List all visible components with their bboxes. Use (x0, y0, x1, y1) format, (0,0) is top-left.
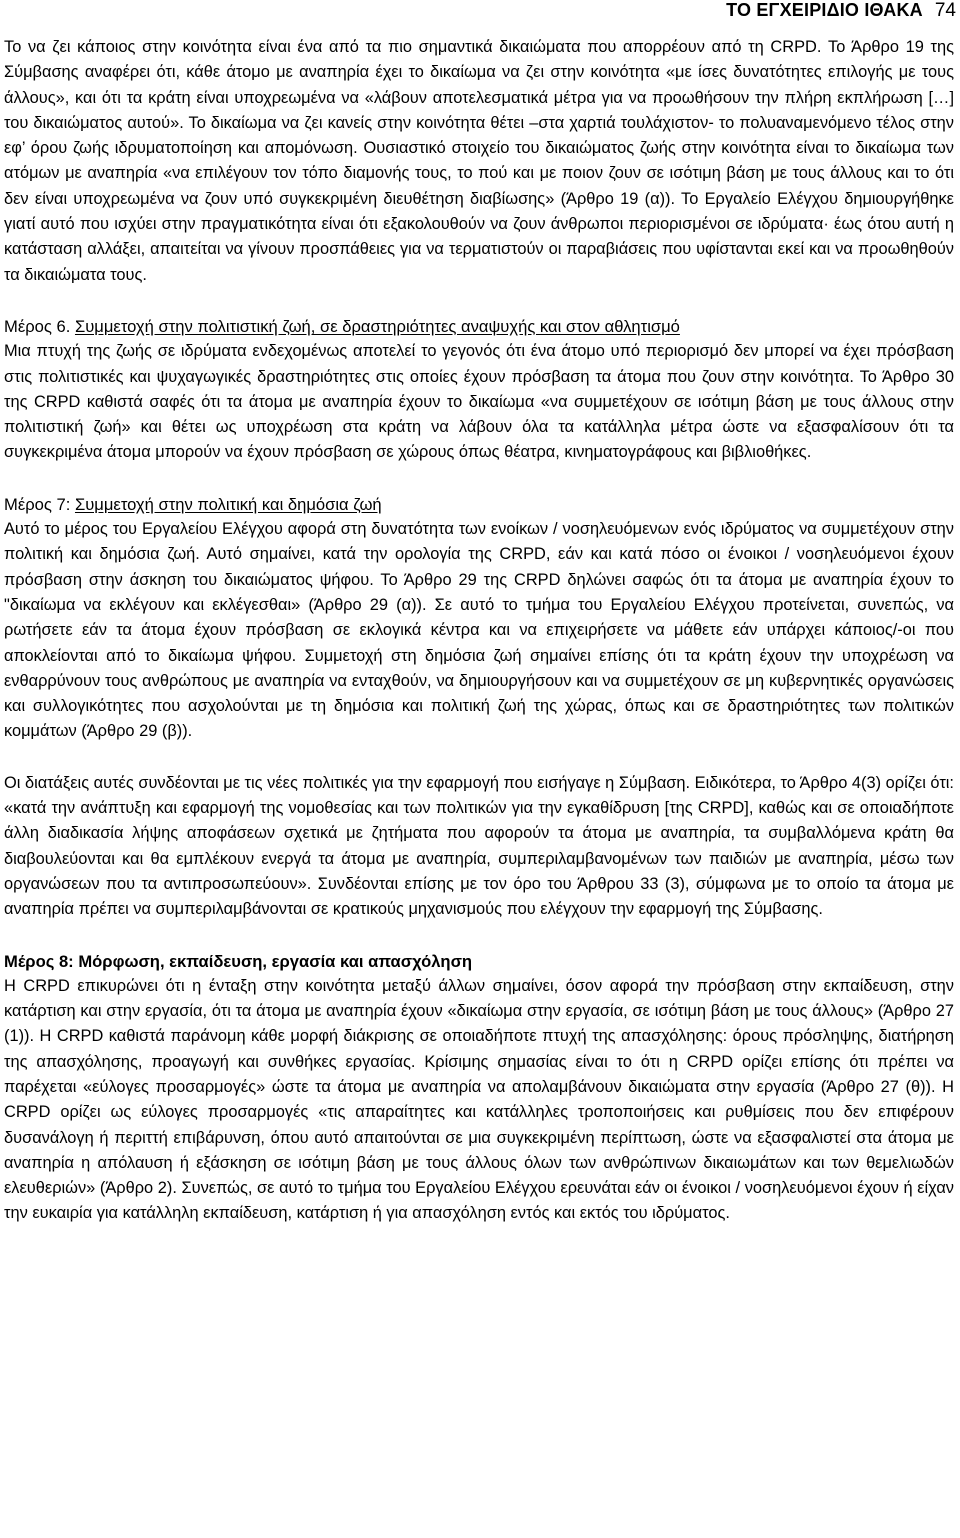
part-6-heading (4, 314, 954, 339)
running-title: ΤΟ ΕΓΧΕΙΡΙΔΙΟ ΙΘΑΚΑ (726, 0, 923, 20)
part-8-title: Μόρφωση, εκπαίδευση, εργασία και απασχόληση (78, 951, 473, 971)
intro-paragraph: Το να ζει κάποιος στην κοινότητα είναι ένα από τα πιο σημαντικά δικαιώματα που απορρέουν από τη CRPD. Το Άρθρο 19 της Σύμβασης αναφέρει ότι, κάθε άτομο με αναπηρία έχει το δικαίωμα να ζει στην κοινότητα «με ίσες δυνατότητες επιλογής με τους άλλους», και ότι τα κράτη είναι υποχρεωμένα να «λάβουν αποτελεσματικά μέτρα για να προωθήσουν την πλήρη εκπλήρωση […] του δικαιώματος αυτού». Το δικαίωμα να ζει κανείς στην κοινότητα θέτει –στα χαρτιά τουλάχιστον- το πολυαναμενόμενο τέλος στην εφ’ όρου ζωής ιδρυματοποίηση και απομόνωση. Ουσιαστικό στοιχείο του δικαιώματος ζωής στην κοινότητα είναι το δικαίωμα των ατόμων με αναπηρία «να επιλέγουν τον τόπο διαμονής τους, το πού και με ποιον ζουν σε ισότιμη βάση με τους άλλους και το ότι δεν είναι υποχρεωμένα να ζουν υπό συγκεκριμένη διευθέτηση διαβίωσης» (Άρθρο 19 (α)). Το Εργαλείο Ελέγχου δημιουργήθηκε γιατί αυτό που ισχύει στην πραγματικότητα είναι ότι εξακολουθούν να ζουν άνθρωποι περιορισμένοι σε ιδρύματα· έως ότου αυτή η κατάσταση αλλάξει, απαιτείται να γίνουν προσπάθειες για να τερματιστούν οι παραβιάσεις που υφίστανται εκεί και να προωθηθούν τα δικαιώματα τους. (4, 38, 954, 284)
part-8-label: Μέρος 8: (4, 951, 74, 971)
part-7-title: Συμμετοχή στην πολιτική και δημόσια ζωή (74, 494, 382, 514)
spacer (4, 923, 954, 949)
part-8-paragraph: Η CRPD επικυρώνει ότι η ένταξη στην κοινότητα μεταξύ άλλων σημαίνει, όσον αφορά την πρόσβαση στην εκπαίδευση, στην κατάρτιση και στην εργασία, ότι τα άτομα με αναπηρία έχουν «δικαίωμα στην εργασία, σε ισότιμη βάση με τους άλλους» (Άρθρο 27 (1)). Η CRPD καθιστά παράνομη κάθε μορφή διάκρισης σε οποιαδήποτε πτυχή της απασχόλησης: όρους πρόσληψης, διατήρηση της απασχόλησης, προαγωγή και συνθήκες εργασίας. Κρίσιμης σημασίας είναι το ότι η CRPD ορίζει επίσης ότι πρέπει να παρέχεται «εύλογες προσαρμογές» ώστε τα άτομα με αναπηρία να απολαμβάνουν δικαιώματα στην εργασία (Άρθρο 27 (θ)). Η CRPD ορίζει ως εύλογες προσαρμογές «τις απαραίτητες και κατάλληλες τροποποιήσεις και ρυθμίσεις που δεν επιφέρουν δυσανάλογη ή περιττή επιβάρυνση, όπου αυτό απαιτούνται σε μια συγκεκριμένη περίπτωση, ώστε να εξασφαλιστεί στα άτομα με αναπηρία η απόλαυση ή εξάσκηση σε ισότιμη βάση με τους άλλους όλων των ανθρώπινων δικαιωμάτων και των θεμελιωδών ελευθεριών» (Άρθρο 2). Συνεπώς, σε αυτό το τμήμα του Εργαλείου Ελέγχου ερευνάται εάν οι ένοικοι / νοσηλευόμενοι έχουν ή είχαν την ευκαιρία για κατάλληλη εκπαίδευση, κατάρτιση ή για απασχόληση εντός και εκτός του ιδρύματος. (4, 976, 954, 1223)
spacer (4, 288, 954, 314)
spacer (4, 745, 954, 771)
running-header (726, 0, 956, 26)
implementation-paragraph: Οι διατάξεις αυτές συνδέονται με τις νέες πολιτικές για την εφαρμογή που εισήγαγε η Σύμβαση. Ειδικότερα, το Άρθρο 4(3) ορίζει ότι: «κατά την ανάπτυξη και εφαρμογή της νομοθεσίας και των πολιτικών για την εγκαθίδρυση [της CRPD], καθώς και σε οποιαδήποτε άλλη διαδικασία λήψης αποφάσεων σχετικά με ζητήματα που αφορούν τα άτομα με αναπηρία, τα συμβαλλόμενα κράτη θα διαβουλεύονται και θα εμπλέκουν ενεργά τα άτομα με αναπηρία, συμπεριλαμβανομένων των παιδιών με αναπηρία, μέσω των οργανώσεων που τα αντιπροσωπεύουν». Συνδέονται επίσης με τον όρο του Άρθρου 33 (3), σύμφωνα με το οποίο τα άτομα με αναπηρία πρέπει να συμπεριλαμβάνονται σε κρατικούς μηχανισμούς που ελέγχουν την εφαρμογή της Σύμβασης. (4, 773, 954, 919)
part-6-title: Συμμετοχή στην πολιτιστική ζωή, σε δραστηριότητες αναψυχής και στον αθλητισμό (74, 316, 680, 336)
page-number: 74 (934, 0, 956, 21)
part-7-heading (4, 492, 954, 517)
page-content (4, 35, 954, 1227)
spacer (4, 466, 954, 492)
part-6-label: Μέρος 6. (4, 316, 71, 336)
part-6-paragraph: Μια πτυχή της ζωής σε ιδρύματα ενδεχομένως αποτελεί το γεγονός ότι ένα άτομο υπό περιορισμό δεν μπορεί να έχει πρόσβαση στις πολιτιστικές και ψυχαγωγικές δραστηριότητες στις οποίες έχουν πρόσβαση τα άτομα που ζουν στην κοινότητα. Το Άρθρο 30 της CRPD καθιστά σαφές ότι τα άτομα με αναπηρία έχουν το δικαίωμα «να συμμετέχουν σε ισότιμη βάση με τους άλλους στην πολιτιστική ζωή» και θέτει ως υποχρέωση στα κράτη να λάβουν όλα τα κατάλληλα μέτρα ώστε να εξασφαλίσουν ότι τα συγκεκριμένα άτομα μπορούν να έχουν πρόσβαση σε χώρους όπως θέατρα, κινηματογράφους και βιβλιοθήκες. (4, 342, 954, 462)
part-7-label: Μέρος 7: (4, 494, 71, 514)
part-8-heading (4, 949, 954, 974)
part-7-paragraph: Αυτό το μέρος του Εργαλείου Ελέγχου αφορά στη δυνατότητα των ενοίκων / νοσηλευόμενων ενός ιδρύματος να συμμετέχουν στην πολιτική και δημόσια ζωή. Αυτό σημαίνει, κατά την ορολογία της CRPD, εάν και κατά πόσο οι ένοικοι / νοσηλευόμενοι έχουν πρόσβαση στην άσκηση του δικαιώματος ψήφου. Το Άρθρο 29 της CRPD δηλώνει σαφώς ότι τα άτομα με αναπηρία έχουν το "δικαίωμα να εκλέγουν και εκλέγεσθαι» (Άρθρο 29 (α)). Σε αυτό το τμήμα του Εργαλείου Ελέγχου προτείνεται, συνεπώς, να ρωτήσετε εάν τα άτομα έχουν πρόσβαση σε εκλογικά κέντρα και να επιχειρήσετε να μάθετε εάν υπάρχει κάποιος/-οι που αποκλείονται από το δικαίωμα ψήφου. Συμμετοχή στη δημόσια ζωή σημαίνει επίσης ότι τα κράτη έχουν την υποχρέωση να ενθαρρύνουν τους ανθρώπους με αναπηρία να ενταχθούν, να δημιουργήσουν και να συμμετέχουν σε μη κυβερνητικές οργανώσεις και συλλογικότητες που ασχολούνται με τη δημόσια και πολιτική ζωή της χώρας, όπως και σε δραστηριότητες των πολιτικών κομμάτων (Άρθρο 29 (β)). (4, 520, 954, 741)
